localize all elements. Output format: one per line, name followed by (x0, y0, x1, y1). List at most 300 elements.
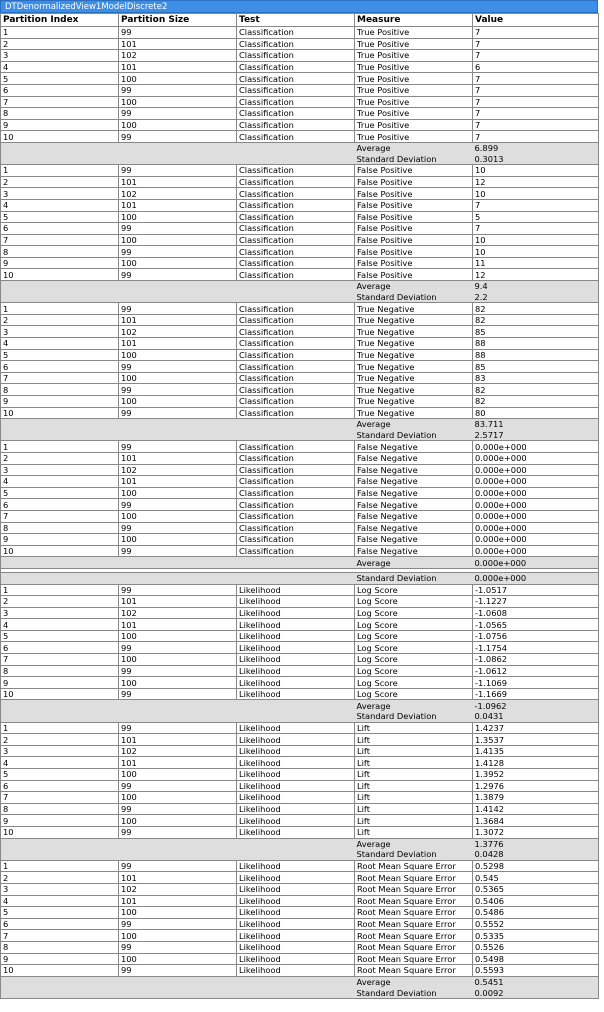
partition-index-cell: 7 (1, 372, 119, 384)
partition-size-cell: 100 (119, 930, 237, 942)
stat-spacer (1, 557, 355, 569)
table-row[interactable] (1, 734, 599, 746)
table-row[interactable] (1, 522, 599, 534)
test-cell: Classification (237, 246, 355, 258)
partition-index-cell: 10 (1, 407, 119, 419)
partition-size-cell: 99 (119, 860, 237, 872)
value-cell: 12 (473, 269, 599, 281)
partition-size-cell: 101 (119, 757, 237, 769)
measure-cell: Lift (355, 734, 473, 746)
test-cell: Likelihood (237, 815, 355, 827)
test-cell: Likelihood (237, 688, 355, 700)
partition-index-cell: 3 (1, 50, 119, 62)
value-cell: -1.1754 (473, 642, 599, 654)
partition-size-cell: 99 (119, 918, 237, 930)
table-row[interactable] (1, 396, 599, 408)
value-cell: 0.545 (473, 872, 599, 884)
partition-size-cell: 101 (119, 199, 237, 211)
stat-spacer (1, 849, 355, 860)
table-row[interactable] (1, 223, 599, 235)
test-cell: Classification (237, 27, 355, 39)
value-cell: 0.000e+000 (473, 522, 599, 534)
value-cell: 0.000e+000 (473, 476, 599, 488)
table-row[interactable] (1, 745, 599, 757)
partition-size-cell: 99 (119, 499, 237, 511)
partition-index-cell: 8 (1, 803, 119, 815)
table-row[interactable] (1, 907, 599, 919)
table-row[interactable] (1, 38, 599, 50)
test-cell: Classification (237, 188, 355, 200)
test-cell: Likelihood (237, 745, 355, 757)
test-cell: Likelihood (237, 930, 355, 942)
value-cell: 0.000e+000 (473, 464, 599, 476)
partition-index-cell: 2 (1, 734, 119, 746)
table-row[interactable] (1, 50, 599, 62)
measure-cell: False Negative (355, 522, 473, 534)
partition-index-cell: 3 (1, 188, 119, 200)
measure-cell: Lift (355, 769, 473, 781)
value-cell: 82 (473, 314, 599, 326)
table-row[interactable] (1, 499, 599, 511)
table-row[interactable] (1, 630, 599, 642)
test-cell: Classification (237, 499, 355, 511)
partition-size-cell: 101 (119, 734, 237, 746)
header-test[interactable]: Test (237, 14, 355, 27)
value-cell: 0.000e+000 (473, 487, 599, 499)
table-row[interactable] (1, 84, 599, 96)
measure-cell: Lift (355, 745, 473, 757)
test-cell: Likelihood (237, 677, 355, 689)
measure-cell: Root Mean Square Error (355, 895, 473, 907)
test-cell: Classification (237, 119, 355, 131)
table-row[interactable] (1, 73, 599, 85)
partition-index-cell: 2 (1, 176, 119, 188)
measure-cell: Log Score (355, 688, 473, 700)
test-cell: Classification (237, 269, 355, 281)
measure-cell: True Positive (355, 131, 473, 143)
stat-spacer (1, 430, 355, 441)
partition-size-cell: 99 (119, 131, 237, 143)
value-cell: 1.4142 (473, 803, 599, 815)
table-row[interactable] (1, 895, 599, 907)
table-row[interactable] (1, 407, 599, 419)
header-partition-size[interactable]: Partition Size (119, 14, 237, 27)
stat-spacer (1, 572, 355, 584)
stat-value-average: 0.5451 (473, 976, 599, 987)
test-cell: Likelihood (237, 883, 355, 895)
table-row[interactable] (1, 803, 599, 815)
stat-row-average (1, 142, 599, 153)
header-value[interactable]: Value (473, 14, 599, 27)
measure-cell: Root Mean Square Error (355, 965, 473, 977)
table-row[interactable] (1, 826, 599, 838)
table-row[interactable] (1, 918, 599, 930)
table-row[interactable] (1, 372, 599, 384)
test-cell: Classification (237, 326, 355, 338)
table-row[interactable] (1, 476, 599, 488)
stat-row-std (1, 292, 599, 303)
measure-cell: Log Score (355, 665, 473, 677)
measure-cell: Root Mean Square Error (355, 907, 473, 919)
partition-size-cell: 102 (119, 50, 237, 62)
table-row[interactable] (1, 642, 599, 654)
table-row[interactable] (1, 108, 599, 120)
partition-index-cell: 8 (1, 941, 119, 953)
stat-label-std: Standard Deviation (355, 711, 473, 722)
partition-index-cell: 3 (1, 607, 119, 619)
partition-index-cell: 2 (1, 314, 119, 326)
table-row[interactable] (1, 769, 599, 781)
test-cell: Classification (237, 534, 355, 546)
stat-value-std: 2.2 (473, 292, 599, 303)
header-measure[interactable]: Measure (355, 14, 473, 27)
test-cell: Classification (237, 84, 355, 96)
measure-cell: Log Score (355, 596, 473, 608)
table-row[interactable] (1, 384, 599, 396)
value-cell: 82 (473, 396, 599, 408)
test-cell: Classification (237, 223, 355, 235)
value-cell: 7 (473, 223, 599, 235)
value-cell: 1.3952 (473, 769, 599, 781)
value-cell: 7 (473, 199, 599, 211)
test-cell: Classification (237, 522, 355, 534)
table-row[interactable] (1, 326, 599, 338)
test-cell: Likelihood (237, 722, 355, 734)
partition-index-cell: 1 (1, 584, 119, 596)
partition-size-cell: 100 (119, 372, 237, 384)
test-cell: Classification (237, 510, 355, 522)
table-row[interactable] (1, 815, 599, 827)
partition-size-cell: 99 (119, 441, 237, 453)
measure-cell: False Positive (355, 234, 473, 246)
test-cell: Classification (237, 131, 355, 143)
measure-cell: False Positive (355, 176, 473, 188)
value-cell: -1.0565 (473, 619, 599, 631)
table-row[interactable] (1, 654, 599, 666)
measure-cell: True Negative (355, 338, 473, 350)
value-cell: 0.5552 (473, 918, 599, 930)
table-row[interactable] (1, 487, 599, 499)
value-cell: 11 (473, 257, 599, 269)
partition-size-cell: 102 (119, 326, 237, 338)
table-row[interactable] (1, 303, 599, 315)
table-row[interactable] (1, 792, 599, 804)
measure-cell: Log Score (355, 584, 473, 596)
partition-size-cell: 99 (119, 826, 237, 838)
partition-index-cell: 2 (1, 596, 119, 608)
table-body (1, 27, 599, 999)
table-row[interactable] (1, 883, 599, 895)
partition-size-cell: 100 (119, 677, 237, 689)
measure-cell: True Negative (355, 407, 473, 419)
table-row[interactable] (1, 780, 599, 792)
table-row[interactable] (1, 677, 599, 689)
partition-index-cell: 10 (1, 131, 119, 143)
partition-size-cell: 101 (119, 61, 237, 73)
partition-size-cell: 100 (119, 769, 237, 781)
table-row[interactable] (1, 361, 599, 373)
test-cell: Classification (237, 452, 355, 464)
table-row[interactable] (1, 257, 599, 269)
table-row[interactable] (1, 269, 599, 281)
test-cell: Likelihood (237, 965, 355, 977)
table-row[interactable] (1, 441, 599, 453)
value-cell: 0.000e+000 (473, 545, 599, 557)
measure-cell: False Negative (355, 499, 473, 511)
stat-value-std: 0.0431 (473, 711, 599, 722)
stat-label-average: Average (355, 976, 473, 987)
test-cell: Classification (237, 303, 355, 315)
measure-cell: Lift (355, 826, 473, 838)
measure-cell: Root Mean Square Error (355, 872, 473, 884)
table-row[interactable] (1, 176, 599, 188)
measure-cell: Lift (355, 792, 473, 804)
partition-size-cell: 99 (119, 269, 237, 281)
partition-index-cell: 1 (1, 165, 119, 177)
table-row[interactable] (1, 452, 599, 464)
partition-index-cell: 6 (1, 361, 119, 373)
partition-index-cell: 4 (1, 199, 119, 211)
test-cell: Classification (237, 314, 355, 326)
stat-value-std: 0.000e+000 (473, 572, 599, 584)
partition-index-cell: 4 (1, 338, 119, 350)
stat-spacer (1, 142, 355, 153)
value-cell: -1.1669 (473, 688, 599, 700)
table-row[interactable] (1, 211, 599, 223)
table-row[interactable] (1, 860, 599, 872)
test-cell: Classification (237, 38, 355, 50)
measure-cell: True Positive (355, 84, 473, 96)
stat-label-average: Average (355, 281, 473, 292)
value-cell: 0.5498 (473, 953, 599, 965)
partition-index-cell: 2 (1, 452, 119, 464)
table-row[interactable] (1, 199, 599, 211)
partition-index-cell: 10 (1, 965, 119, 977)
stat-value-average: 1.3776 (473, 838, 599, 849)
value-cell: 0.000e+000 (473, 510, 599, 522)
table-row[interactable] (1, 61, 599, 73)
test-cell: Classification (237, 73, 355, 85)
value-cell: 0.000e+000 (473, 441, 599, 453)
header-partition-index[interactable]: Partition Index (1, 14, 119, 27)
stat-value-std: 0.3013 (473, 154, 599, 165)
table-row[interactable] (1, 607, 599, 619)
measure-cell: True Positive (355, 38, 473, 50)
value-cell: -1.1227 (473, 596, 599, 608)
partition-size-cell: 99 (119, 223, 237, 235)
value-cell: 10 (473, 246, 599, 258)
value-cell: 7 (473, 73, 599, 85)
partition-size-cell: 100 (119, 953, 237, 965)
partition-size-cell: 99 (119, 941, 237, 953)
stat-label-std: Standard Deviation (355, 292, 473, 303)
stat-label-std: Standard Deviation (355, 987, 473, 998)
partition-index-cell: 7 (1, 510, 119, 522)
value-cell: -1.0756 (473, 630, 599, 642)
table-row[interactable] (1, 119, 599, 131)
stat-spacer (1, 281, 355, 292)
measure-cell: False Positive (355, 211, 473, 223)
stat-row-std (1, 711, 599, 722)
partition-size-cell: 100 (119, 792, 237, 804)
value-cell: 1.2976 (473, 780, 599, 792)
measure-cell: False Negative (355, 534, 473, 546)
table-row[interactable] (1, 722, 599, 734)
value-cell: 0.5298 (473, 860, 599, 872)
partition-size-cell: 102 (119, 607, 237, 619)
test-cell: Classification (237, 96, 355, 108)
stat-row-std (1, 430, 599, 441)
value-cell: -1.0862 (473, 654, 599, 666)
value-cell: 1.4237 (473, 722, 599, 734)
partition-index-cell: 3 (1, 464, 119, 476)
measure-cell: Root Mean Square Error (355, 941, 473, 953)
partition-index-cell: 3 (1, 326, 119, 338)
stat-spacer (1, 419, 355, 430)
table-row[interactable] (1, 872, 599, 884)
partition-index-cell: 9 (1, 815, 119, 827)
test-cell: Likelihood (237, 642, 355, 654)
stat-label-average: Average (355, 557, 473, 569)
value-cell: 88 (473, 338, 599, 350)
table-row[interactable] (1, 338, 599, 350)
value-cell: 0.5526 (473, 941, 599, 953)
value-cell: 7 (473, 119, 599, 131)
test-cell: Classification (237, 108, 355, 120)
partition-size-cell: 101 (119, 314, 237, 326)
test-cell: Likelihood (237, 630, 355, 642)
measure-cell: Log Score (355, 642, 473, 654)
value-cell: 7 (473, 131, 599, 143)
test-cell: Likelihood (237, 654, 355, 666)
stat-spacer (1, 292, 355, 303)
measure-cell: False Positive (355, 188, 473, 200)
table-row[interactable] (1, 930, 599, 942)
measure-cell: True Positive (355, 108, 473, 120)
stat-spacer (1, 976, 355, 987)
report-title: DTDenormalizedView1ModelDiscrete2 (0, 0, 598, 13)
measure-cell: Lift (355, 757, 473, 769)
partition-index-cell: 8 (1, 665, 119, 677)
measure-cell: False Positive (355, 269, 473, 281)
partition-index-cell: 4 (1, 619, 119, 631)
partition-size-cell: 100 (119, 349, 237, 361)
table-row[interactable] (1, 131, 599, 143)
table-row[interactable] (1, 584, 599, 596)
partition-size-cell: 102 (119, 464, 237, 476)
value-cell: 0.000e+000 (473, 534, 599, 546)
partition-size-cell: 99 (119, 803, 237, 815)
partition-index-cell: 1 (1, 303, 119, 315)
partition-size-cell: 99 (119, 584, 237, 596)
measure-cell: Root Mean Square Error (355, 860, 473, 872)
table-row[interactable] (1, 534, 599, 546)
partition-index-cell: 9 (1, 257, 119, 269)
table-row[interactable] (1, 27, 599, 39)
value-cell: 0.5365 (473, 883, 599, 895)
partition-index-cell: 7 (1, 930, 119, 942)
partition-index-cell: 7 (1, 96, 119, 108)
table-row[interactable] (1, 96, 599, 108)
partition-index-cell: 5 (1, 630, 119, 642)
partition-index-cell: 6 (1, 84, 119, 96)
partition-index-cell: 5 (1, 211, 119, 223)
table-row[interactable] (1, 464, 599, 476)
table-row[interactable] (1, 188, 599, 200)
value-cell: 1.4135 (473, 745, 599, 757)
partition-index-cell: 4 (1, 476, 119, 488)
test-cell: Classification (237, 338, 355, 350)
test-cell: Likelihood (237, 665, 355, 677)
measure-cell: True Negative (355, 361, 473, 373)
table-row[interactable] (1, 246, 599, 258)
partition-index-cell: 4 (1, 895, 119, 907)
value-cell: 7 (473, 50, 599, 62)
table-row[interactable] (1, 349, 599, 361)
test-cell: Classification (237, 441, 355, 453)
partition-size-cell: 99 (119, 642, 237, 654)
value-cell: 7 (473, 84, 599, 96)
partition-index-cell: 7 (1, 234, 119, 246)
stat-row-std (1, 154, 599, 165)
measure-cell: True Negative (355, 372, 473, 384)
measure-cell: True Negative (355, 303, 473, 315)
partition-index-cell: 5 (1, 769, 119, 781)
measure-cell: True Negative (355, 396, 473, 408)
table-row[interactable] (1, 665, 599, 677)
measure-cell: Root Mean Square Error (355, 953, 473, 965)
table-row[interactable] (1, 965, 599, 977)
partition-index-cell: 6 (1, 780, 119, 792)
partition-size-cell: 100 (119, 234, 237, 246)
partition-size-cell: 99 (119, 108, 237, 120)
partition-size-cell: 99 (119, 965, 237, 977)
partition-index-cell: 1 (1, 722, 119, 734)
stat-value-average: 0.000e+000 (473, 557, 599, 569)
table-row[interactable] (1, 619, 599, 631)
table-row[interactable] (1, 234, 599, 246)
table-row[interactable] (1, 545, 599, 557)
measure-cell: True Positive (355, 73, 473, 85)
partition-index-cell: 3 (1, 883, 119, 895)
table-row[interactable] (1, 941, 599, 953)
partition-index-cell: 5 (1, 907, 119, 919)
partition-index-cell: 1 (1, 441, 119, 453)
table-row[interactable] (1, 314, 599, 326)
table-row[interactable] (1, 757, 599, 769)
measure-cell: Lift (355, 722, 473, 734)
table-row[interactable] (1, 953, 599, 965)
value-cell: 10 (473, 165, 599, 177)
partition-index-cell: 9 (1, 119, 119, 131)
value-cell: 88 (473, 349, 599, 361)
measure-cell: False Positive (355, 246, 473, 258)
measure-cell: True Positive (355, 61, 473, 73)
value-cell: 85 (473, 326, 599, 338)
table-row[interactable] (1, 510, 599, 522)
measure-cell: False Positive (355, 257, 473, 269)
test-cell: Likelihood (237, 907, 355, 919)
test-cell: Likelihood (237, 941, 355, 953)
measure-cell: False Positive (355, 199, 473, 211)
table-row[interactable] (1, 596, 599, 608)
partition-index-cell: 10 (1, 688, 119, 700)
table-row[interactable] (1, 165, 599, 177)
table-row[interactable] (1, 688, 599, 700)
value-cell: 1.3537 (473, 734, 599, 746)
test-cell: Classification (237, 257, 355, 269)
partition-size-cell: 101 (119, 476, 237, 488)
